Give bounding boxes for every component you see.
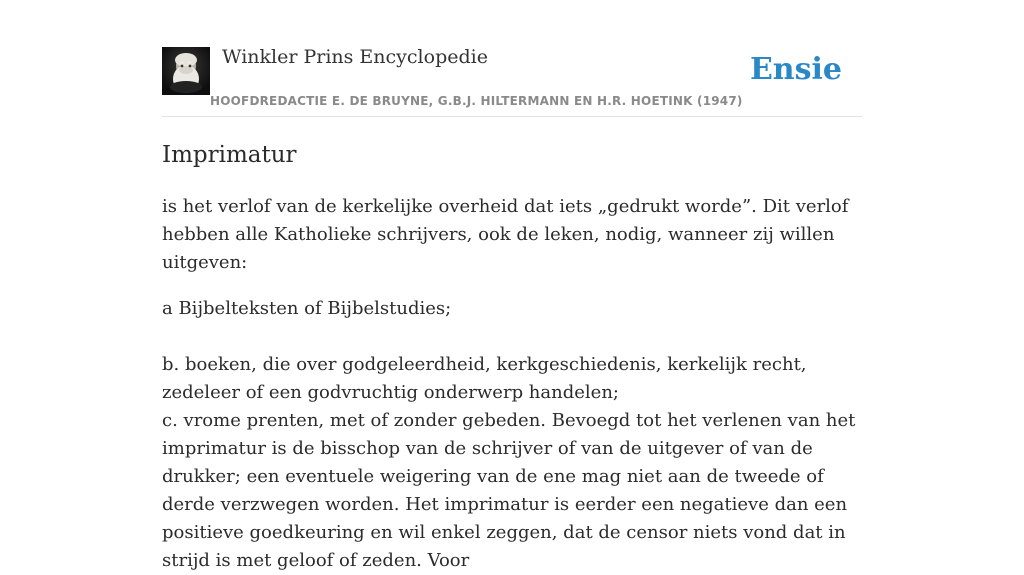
article-title: Imprimatur [162,142,297,168]
page [162,0,862,571]
article-paragraph: b. boeken, die over godgeleerdheid, kerkgeschiedenis, kerkelijk recht, zedeleer of een godvruchtig onderwerp handelen; [162,354,807,403]
author-avatar[interactable] [162,47,210,95]
editors-credit: HOOFDREDACTIE E. DE BRUYNE, G.B.J. HILTERMANN EN H.R. HOETINK (1947) [210,94,743,108]
source-title[interactable]: Winkler Prins Encyclopedie [222,46,488,68]
article-paragraph: is het verlof van de kerkelijke overheid dat iets „gedrukt worde”. Dit verlof hebben alle Katholieke schrijvers, ook de leken, nodig, wanneer zij willen uitgeven: [162,196,849,273]
source-header [162,0,862,117]
article [162,139,862,575]
article-paragraph: c. vrome prenten, met of zonder gebeden. Bevoegd tot het verlenen van het imprimatur is de bisschop van de schrijver of van de uitgever of van de drukker; een eventuele weigering van de ene mag niet aan de tweede of derde verzwegen worden. Het imprimatur is eerder een negatieve dan een positieve goedkeuring en wil enkel zeggen, dat de censor niets vond dat in strijd is met geloof of zeden. Voor [162,410,856,571]
bearded-man-portrait-icon [162,47,210,95]
ensie-logo[interactable]: Ensie [749,52,842,87]
article-paragraph: a Bijbelteksten of Bijbelstudies; [162,298,452,319]
